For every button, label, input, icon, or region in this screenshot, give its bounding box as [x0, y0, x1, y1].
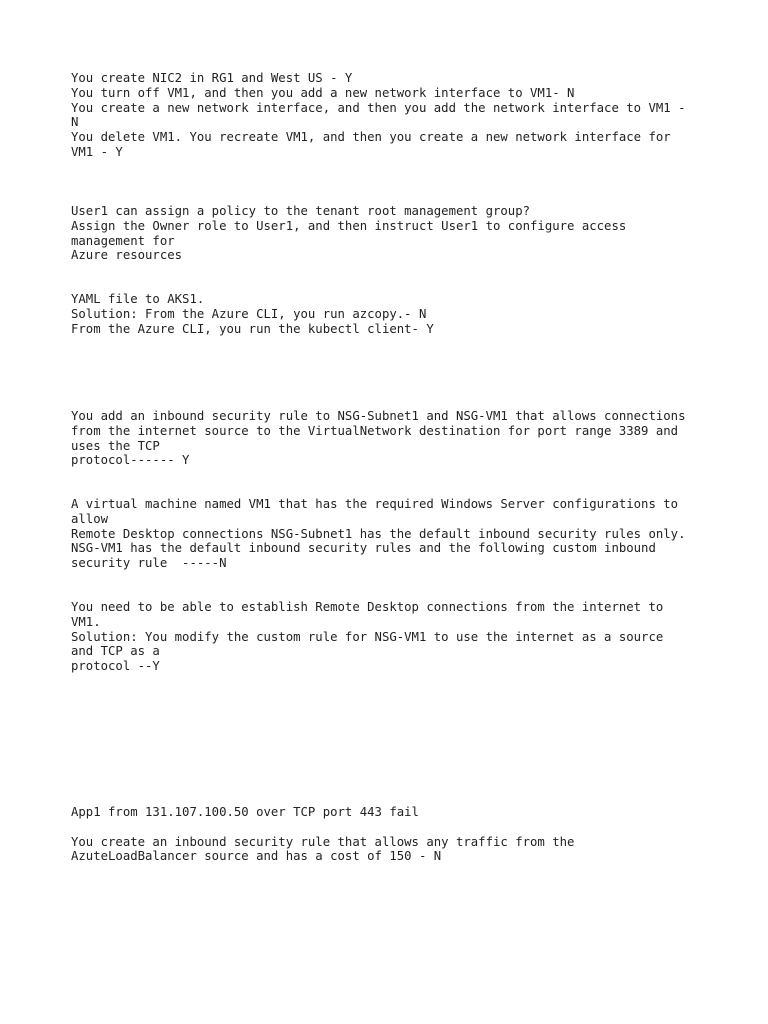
text-line: User1 can assign a policy to the tenant root management group? — [71, 204, 531, 218]
text-line: YAML file to AKS1. — [71, 292, 205, 306]
text-line: You add an inbound security rule to NSG-Subnet1 and NSG-VM1 that allows connections — [71, 409, 686, 423]
text-line: A virtual machine named VM1 that has the required Windows Server configurations to — [71, 497, 679, 511]
text-line: You need to be able to establish Remote Desktop connections from the internet to — [71, 600, 664, 614]
text-line: allow — [71, 511, 109, 526]
paragraph-app1-question — [71, 805, 711, 864]
text-line: VM1 - Y — [71, 144, 123, 159]
text-line: You create a new network interface, and then you add the network interface to VM1 - — [71, 100, 686, 115]
text-line: Azure resources — [71, 248, 183, 263]
text-line: and TCP as a — [71, 644, 160, 659]
text-line: You turn off VM1, and then you add a new network interface to VM1- N — [71, 85, 575, 100]
text-line: You delete VM1. You recreate VM1, and then you create a new network interface for — [71, 130, 671, 145]
text-line: from the internet source to the VirtualNetwork destination for port range 3389 and — [71, 423, 679, 438]
text-line: You create an inbound security rule that allows any traffic from the — [71, 834, 575, 849]
text-line: AzuteLoadBalancer source and has a cost of 150 - N — [71, 849, 442, 864]
paragraph-policy-question — [71, 204, 711, 263]
paragraph-aks-question — [71, 292, 711, 336]
text-line: You create NIC2 in RG1 and West US - Y — [71, 71, 353, 85]
text-line — [71, 820, 711, 835]
text-line: N — [71, 115, 79, 130]
paragraph-nic-questions — [71, 71, 711, 160]
text-line: App1 from 131.107.100.50 over TCP port 443 fail — [71, 805, 419, 819]
text-line: protocol------ Y — [71, 453, 190, 468]
text-line: management for — [71, 233, 175, 248]
text-line: security rule -----N — [71, 556, 227, 571]
text-line: Solution: You modify the custom rule for NSG-VM1 to use the internet as a source — [71, 629, 664, 644]
text-line: VM1. — [71, 614, 101, 629]
text-line: NSG-VM1 has the default inbound security rules and the following custom inbound — [71, 541, 656, 556]
paragraph-custom-rule-question — [71, 600, 711, 674]
paragraph-vm1-rdp-question — [71, 497, 711, 571]
text-line: protocol --Y — [71, 659, 160, 674]
text-line: From the Azure CLI, you run the kubectl client- Y — [71, 321, 434, 336]
paragraph-inbound-rule-question — [71, 409, 711, 468]
text-line: Solution: From the Azure CLI, you run azcopy.- N — [71, 306, 427, 321]
text-line: Assign the Owner role to User1, and then instruct User1 to configure access — [71, 218, 627, 233]
text-line: uses the TCP — [71, 438, 160, 453]
text-line: Remote Desktop connections NSG-Subnet1 has the default inbound security rules only. — [71, 526, 686, 541]
